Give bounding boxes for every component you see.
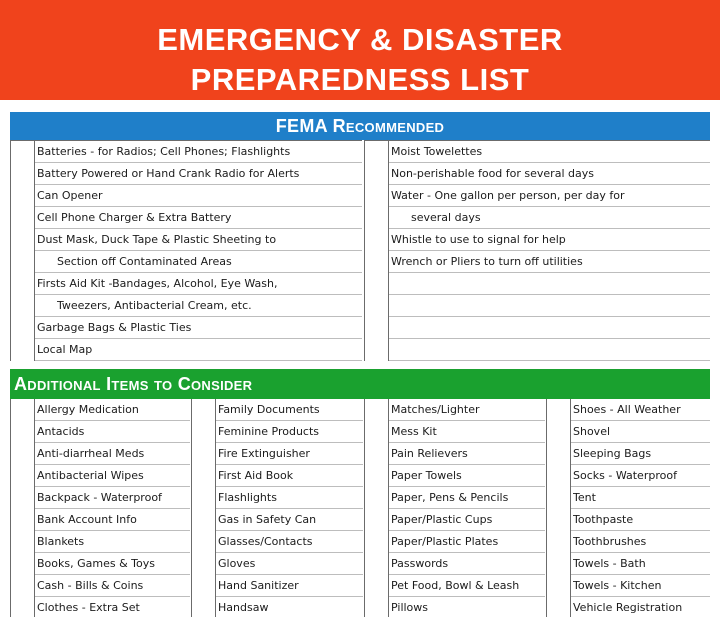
checklist-item-label: Books, Games & Toys [37, 557, 155, 570]
checklist-item-label: Backpack - Waterproof [37, 491, 162, 504]
checkbox[interactable] [365, 295, 389, 317]
additional-column-2 [191, 399, 363, 617]
additional-checklist-row [365, 597, 545, 617]
additional-checklist-row [547, 421, 710, 443]
additional-checklist-row [192, 553, 363, 575]
checkbox[interactable] [11, 399, 35, 421]
checkbox[interactable] [11, 295, 35, 317]
checklist-item-label [391, 273, 710, 295]
checklist-item-label: Cash - Bills & Coins [37, 579, 144, 592]
additional-checklist-row [365, 487, 545, 509]
checklist-item-label: Tweezers, Antibacterial Cream, etc. [57, 299, 252, 312]
checkbox[interactable] [11, 509, 35, 531]
checklist-item-label [391, 339, 710, 361]
fema-checklist-row [365, 229, 710, 251]
checkbox[interactable] [547, 553, 571, 575]
checklist-item-label: Can Opener [37, 189, 103, 202]
additional-checklist-row [365, 575, 545, 597]
checkbox[interactable] [192, 553, 216, 575]
checkbox[interactable] [365, 399, 389, 421]
fema-checklist-row [365, 251, 710, 273]
checkbox[interactable] [365, 531, 389, 553]
checklist-item-label: Clothes - Extra Set [37, 601, 140, 614]
checkbox[interactable] [547, 531, 571, 553]
checkbox[interactable] [365, 229, 389, 251]
fema-checklist-row [11, 317, 362, 339]
checkbox[interactable] [547, 399, 571, 421]
checkbox[interactable] [11, 597, 35, 617]
checklist-item-label: Handsaw [218, 601, 269, 614]
checklist-item-label: Glasses/Contacts [218, 535, 313, 548]
additional-checklist-row [11, 531, 190, 553]
checkbox[interactable] [547, 443, 571, 465]
fema-checklist-row [365, 317, 710, 339]
checklist-item-label: Allergy Medication [37, 403, 139, 416]
additional-checklist-row [365, 399, 545, 421]
checklist-item-label: Shoes - All Weather [573, 403, 681, 416]
fema-checklist-row [11, 163, 362, 185]
checklist-item-label [391, 295, 710, 317]
fema-checklist-row [365, 185, 710, 207]
checklist-item-label: Matches/Lighter [391, 403, 480, 416]
additional-checklist-row [192, 487, 363, 509]
checkbox[interactable] [11, 163, 35, 185]
additional-checklist-row [547, 443, 710, 465]
fema-right-column [364, 140, 710, 361]
checklist-item-label: several days [411, 211, 481, 224]
additional-checklist-row [547, 465, 710, 487]
fema-checklist-row [365, 207, 710, 229]
fema-checklist-row [11, 141, 362, 163]
checkbox[interactable] [365, 465, 389, 487]
checkbox[interactable] [11, 339, 35, 361]
fema-checklist-row [11, 273, 362, 295]
fema-left-column [10, 140, 362, 361]
checklist-item-label: Family Documents [218, 403, 320, 416]
checklist-item-label: Wrench or Pliers to turn off utilities [391, 255, 583, 268]
checklist-item-label: Section off Contaminated Areas [57, 255, 232, 268]
checklist-item-label: Blankets [37, 535, 85, 548]
checklist-item-label: Pain Relievers [391, 447, 468, 460]
checklist-item-label: Feminine Products [218, 425, 320, 438]
checkbox[interactable] [365, 421, 389, 443]
fema-checklist-row [11, 229, 362, 251]
additional-column-4 [546, 399, 710, 617]
checklist-item-label: Water - One gallon per person, per day for [391, 189, 625, 202]
checkbox[interactable] [365, 443, 389, 465]
additional-checklist-row [11, 509, 190, 531]
checkbox[interactable] [11, 317, 35, 339]
fema-checklist-row [11, 207, 362, 229]
checkbox[interactable] [11, 207, 35, 229]
additional-checklist-row [192, 531, 363, 553]
checkbox[interactable] [11, 487, 35, 509]
checkbox[interactable] [192, 443, 216, 465]
checkbox[interactable] [365, 251, 389, 273]
checklist-item-label: Hand Sanitizer [218, 579, 299, 592]
checklist-item-label: Anti-diarrheal Meds [37, 447, 145, 460]
additional-checklist-row [11, 597, 190, 617]
checkbox[interactable] [11, 575, 35, 597]
checklist-item-label: Gas in Safety Can [218, 513, 317, 526]
checkbox[interactable] [11, 185, 35, 207]
additional-section-label: Additional Items to Consider [14, 374, 253, 394]
checklist-item-label: Pet Food, Bowl & Leash [391, 579, 520, 592]
checklist-item-label: Toothpaste [573, 513, 634, 526]
checkbox[interactable] [365, 207, 389, 229]
checklist-item-label: Toothbrushes [573, 535, 647, 548]
additional-checklist-row [547, 509, 710, 531]
checklist-item-label: Mess Kit [391, 425, 437, 438]
page-title-line-2: PREPAREDNESS LIST [190, 62, 530, 97]
checkbox[interactable] [365, 597, 389, 617]
checklist-item-label: Paper/Plastic Plates [391, 535, 499, 548]
checkbox[interactable] [11, 251, 35, 273]
page-header [0, 0, 720, 100]
checkbox[interactable] [11, 229, 35, 251]
checklist-item-label: Gloves [218, 557, 256, 570]
additional-checklist-row [192, 399, 363, 421]
fema-checklist-row [365, 339, 710, 361]
additional-checklist-row [547, 487, 710, 509]
checkbox[interactable] [547, 465, 571, 487]
additional-checklist-row [192, 597, 363, 617]
additional-checklist-row [365, 553, 545, 575]
checklist-item-label: Firsts Aid Kit -Bandages, Alcohol, Eye Wash, [37, 277, 278, 290]
checklist-item-label: Shovel [573, 425, 611, 438]
checklist-item-label: Fire Extinguisher [218, 447, 310, 460]
checkbox[interactable] [547, 487, 571, 509]
checkbox[interactable] [365, 317, 389, 339]
checkbox[interactable] [11, 553, 35, 575]
checklist-item-label: Batteries - for Radios; Cell Phones; Flashlights [37, 145, 291, 158]
checkbox[interactable] [547, 421, 571, 443]
checklist-item-label: Antacids [37, 425, 85, 438]
additional-checklist-row [192, 443, 363, 465]
checklist-item-label: Cell Phone Charger & Extra Battery [37, 211, 232, 224]
fema-checklist-row [365, 163, 710, 185]
additional-column-1 [10, 399, 190, 617]
checklist-item-label: Socks - Waterproof [573, 469, 677, 482]
additional-checklist-row [365, 443, 545, 465]
checkbox[interactable] [365, 339, 389, 361]
checkbox[interactable] [11, 443, 35, 465]
additional-checklist-row [192, 575, 363, 597]
checkbox[interactable] [192, 399, 216, 421]
fema-checklist-row [11, 185, 362, 207]
checklist-item-label: Flashlights [218, 491, 277, 504]
checkbox[interactable] [11, 465, 35, 487]
checkbox[interactable] [11, 421, 35, 443]
additional-checklist-row [365, 531, 545, 553]
fema-checklist-row [11, 251, 362, 273]
additional-section-title [10, 369, 710, 399]
checklist-item-label: Garbage Bags & Plastic Ties [37, 321, 192, 334]
additional-checklist-row [547, 553, 710, 575]
checklist-item-label: Battery Powered or Hand Crank Radio for Alerts [37, 167, 300, 180]
checklist-item-label: Moist Towelettes [391, 145, 483, 158]
checkbox[interactable] [547, 509, 571, 531]
checklist-item-label: Whistle to use to signal for help [391, 233, 566, 246]
checkbox[interactable] [365, 553, 389, 575]
additional-checklist-row [365, 421, 545, 443]
fema-checklist-row [365, 273, 710, 295]
checkbox[interactable] [192, 575, 216, 597]
checklist-item-label: First Aid Book [218, 469, 294, 482]
checklist-item-label: Tent [573, 491, 596, 504]
checkbox[interactable] [365, 141, 389, 163]
additional-checklist-row [11, 465, 190, 487]
checkbox[interactable] [365, 163, 389, 185]
additional-checklist-row [365, 509, 545, 531]
checklist-item-label: Non-perishable food for several days [391, 167, 594, 180]
checklist-item-label: Antibacterial Wipes [37, 469, 144, 482]
checklist-item-label: Vehicle Registration [573, 601, 683, 614]
fema-checklist-row [11, 339, 362, 361]
checkbox[interactable] [192, 531, 216, 553]
checkbox[interactable] [365, 273, 389, 295]
checklist-item-label: Passwords [391, 557, 449, 570]
checkbox[interactable] [365, 575, 389, 597]
additional-checklist-row [11, 399, 190, 421]
checklist-item-label: Bank Account Info [37, 513, 137, 526]
additional-checklist-row [11, 421, 190, 443]
checklist-item-label: Paper, Pens & Pencils [391, 491, 509, 504]
page-title-line-1: EMERGENCY & DISASTER [157, 22, 563, 57]
additional-checklist-row [11, 575, 190, 597]
additional-column-3 [364, 399, 545, 617]
fema-section-label: FEMA Recommended [275, 116, 445, 136]
checklist-item-label: Towels - Kitchen [573, 579, 662, 592]
additional-checklist-row [192, 421, 363, 443]
checkbox[interactable] [192, 487, 216, 509]
fema-checklist-row [365, 295, 710, 317]
checklist-item-label: Paper/Plastic Cups [391, 513, 493, 526]
checkbox[interactable] [547, 575, 571, 597]
checkbox[interactable] [192, 597, 216, 617]
additional-checklist-row [547, 575, 710, 597]
checklist-item-label: Dust Mask, Duck Tape & Plastic Sheeting to [37, 233, 277, 246]
additional-checklist-row [547, 597, 710, 617]
checklist-item-label: Pillows [391, 601, 429, 614]
checkbox[interactable] [11, 273, 35, 295]
checkbox[interactable] [192, 509, 216, 531]
checklist-item-label: Towels - Bath [573, 557, 646, 570]
fema-section-title [10, 112, 710, 140]
checklist-item-label [391, 317, 710, 339]
additional-checklist-row [365, 465, 545, 487]
additional-checklist-row [11, 553, 190, 575]
additional-checklist-row [11, 487, 190, 509]
additional-checklist-row [11, 443, 190, 465]
checklist-item-label: Sleeping Bags [573, 447, 652, 460]
checkbox[interactable] [365, 509, 389, 531]
checkbox[interactable] [365, 185, 389, 207]
checkbox[interactable] [11, 531, 35, 553]
checklist-item-label: Local Map [37, 343, 93, 356]
additional-checklist-row [547, 531, 710, 553]
additional-checklist-row [192, 465, 363, 487]
checkbox[interactable] [11, 141, 35, 163]
fema-checklist-row [365, 141, 710, 163]
fema-checklist-row [11, 295, 362, 317]
checklist-item-label: Paper Towels [391, 469, 462, 482]
additional-checklist-row [547, 399, 710, 421]
checkbox[interactable] [192, 465, 216, 487]
additional-checklist-row [192, 509, 363, 531]
checkbox[interactable] [547, 597, 571, 617]
checkbox[interactable] [365, 487, 389, 509]
checkbox[interactable] [192, 421, 216, 443]
